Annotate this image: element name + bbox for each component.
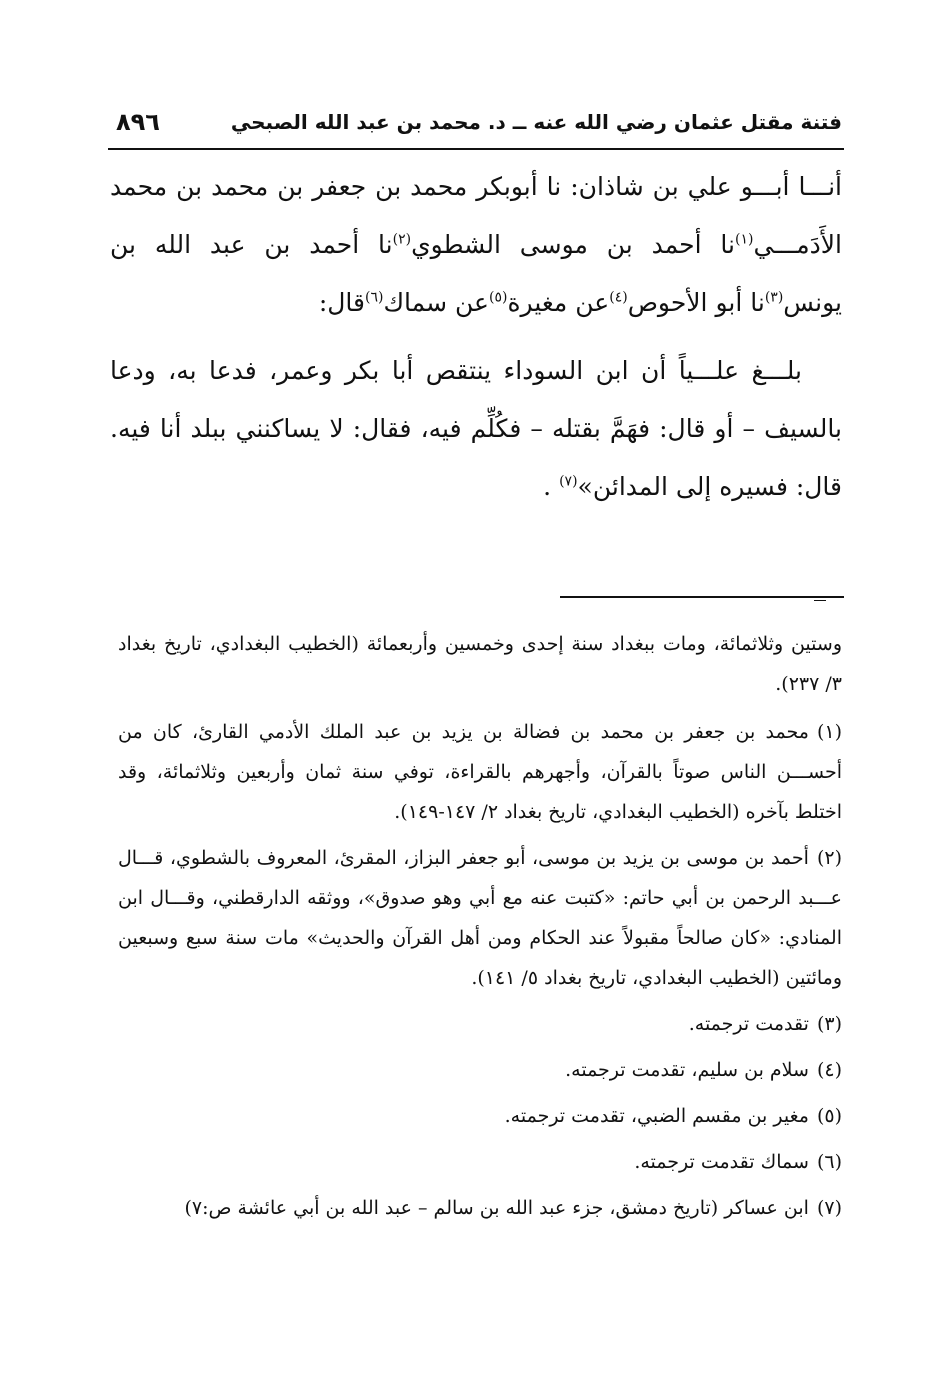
main-text (110, 158, 842, 516)
footnote-number: (٥) (816, 1105, 842, 1127)
footnote-text: ابن عساكر (تاريخ دمشق، جزء عبد الله بن سالم – عبد الله بن أبي عائشة ص:٧) (184, 1197, 809, 1219)
footnote-continuation: وستين وثلاثمائة، ومات ببغداد سنة إحدى وخمسين وأربعمائة (الخطيب البغدادي، تاريخ بغداد ٣/ ٢٣٧). (118, 633, 842, 695)
footnote-number: (١) (816, 721, 842, 743)
header-rule (108, 148, 844, 150)
isnad-segment: قال: (318, 288, 365, 317)
isnad-paragraph (110, 158, 842, 332)
isnad-segment: نا أحمد بن عبد الله بن يونس (110, 230, 842, 317)
footnote-number: (٤) (816, 1059, 842, 1081)
footnote-text: تقدمت ترجمته. (688, 1013, 809, 1035)
footnote-number: (٧) (816, 1197, 842, 1219)
footnote-3 (118, 1004, 842, 1044)
running-title: فتنة مقتل عثمان رضي الله عنه ــ د. محمد بن عبد الله الصبحي (230, 110, 842, 134)
matn-text: بلـــغ علـــياً أن ابن السوداء ينتقص أبا بكر وعمر، فدعا به، ودعا بالسيف – أو قال: فهَمَّ بقتله – فكُلِّم فيه، فقال: لا يساكنني ببلد أنا فيه. قال: فسيره إلى المدائن» (110, 356, 842, 501)
isnad-segment: الأَدَمـــي (753, 230, 843, 259)
footnote-separator-mark (814, 600, 826, 601)
isnad-segment: عن سماك (383, 288, 489, 317)
footnote-marker: (٦) (364, 289, 384, 306)
footnote-7 (118, 1188, 842, 1228)
isnad-line-1: أنـــا أبـــو علي بن شاذان: نا أبوبكر محمد بن جعفر بن محمد بن محمد (110, 172, 842, 201)
footnote-6 (118, 1142, 842, 1182)
isnad-segment: عن مغيرة (507, 288, 610, 317)
footnote-separator (560, 596, 844, 598)
isnad-segment: أبو الأحوص (627, 288, 743, 317)
isnad-segment: نا (750, 288, 765, 317)
footnote-marker: (٢) (392, 231, 412, 248)
footnote-marker: (١) (735, 231, 754, 248)
footnote-number: (٢) (816, 847, 842, 869)
footnote-text: مغير بن مقسم الضبي، تقدمت ترجمته. (504, 1105, 809, 1127)
footnote-marker: (٣) (764, 289, 784, 306)
isnad-segment: نا أحمد بن موسى الشطوي (411, 230, 735, 259)
footnote-1 (118, 712, 842, 832)
footnote-text: محمد بن جعفر بن محمد بن فضالة بن يزيد بن عبد الملك الأدمي القارئ، كان من أحســـن الناس صوتاً بالقرآن، وأجهرهم بالقراءة، توفي سنة ثمان وأربعين وثلاثمائة، وقد اختلط بآخره (الخطيب البغدادي، تاريخ بغداد ٢/ ١٤٧-١٤٩). (118, 721, 842, 823)
footnote-marker: (٧) (559, 473, 578, 490)
footnote-marker: (٤) (609, 289, 628, 306)
footnote-text: سماك تقدمت ترجمته. (634, 1151, 809, 1173)
footnote-4 (118, 1050, 842, 1090)
footnote-5 (118, 1096, 842, 1136)
footnote-marker: (٥) (488, 289, 508, 306)
footnote-2 (118, 838, 842, 998)
page-header (108, 104, 842, 140)
footnotes (118, 624, 842, 1234)
page-number: ٨٩٦ (116, 108, 160, 136)
matn-paragraph (110, 342, 842, 516)
footnote-number: (٦) (816, 1151, 842, 1173)
matn-end: . (543, 472, 560, 501)
footnote-number: (٣) (816, 1013, 842, 1035)
footnote-text: أحمد بن موسى بن يزيد بن موسى، أبو جعفر البزاز، المقرئ، المعروف بالشطوي، قـــال عـــبد الرحمن بن أبي حاتم: «كتبت عنه مع أبي وهو صدوق»، ووثقه الدارقطني، وقـــال ابن المنادي: «كان صالحاً مقبولاً عند الحكام ومن أهل القرآن والحديث» مات سنة سبع وسبعين ومائتين (الخطيب البغدادي، تاريخ بغداد ٥/ ١٤١). (118, 847, 842, 989)
footnote-text: سلام بن سليم، تقدمت ترجمته. (565, 1059, 809, 1081)
